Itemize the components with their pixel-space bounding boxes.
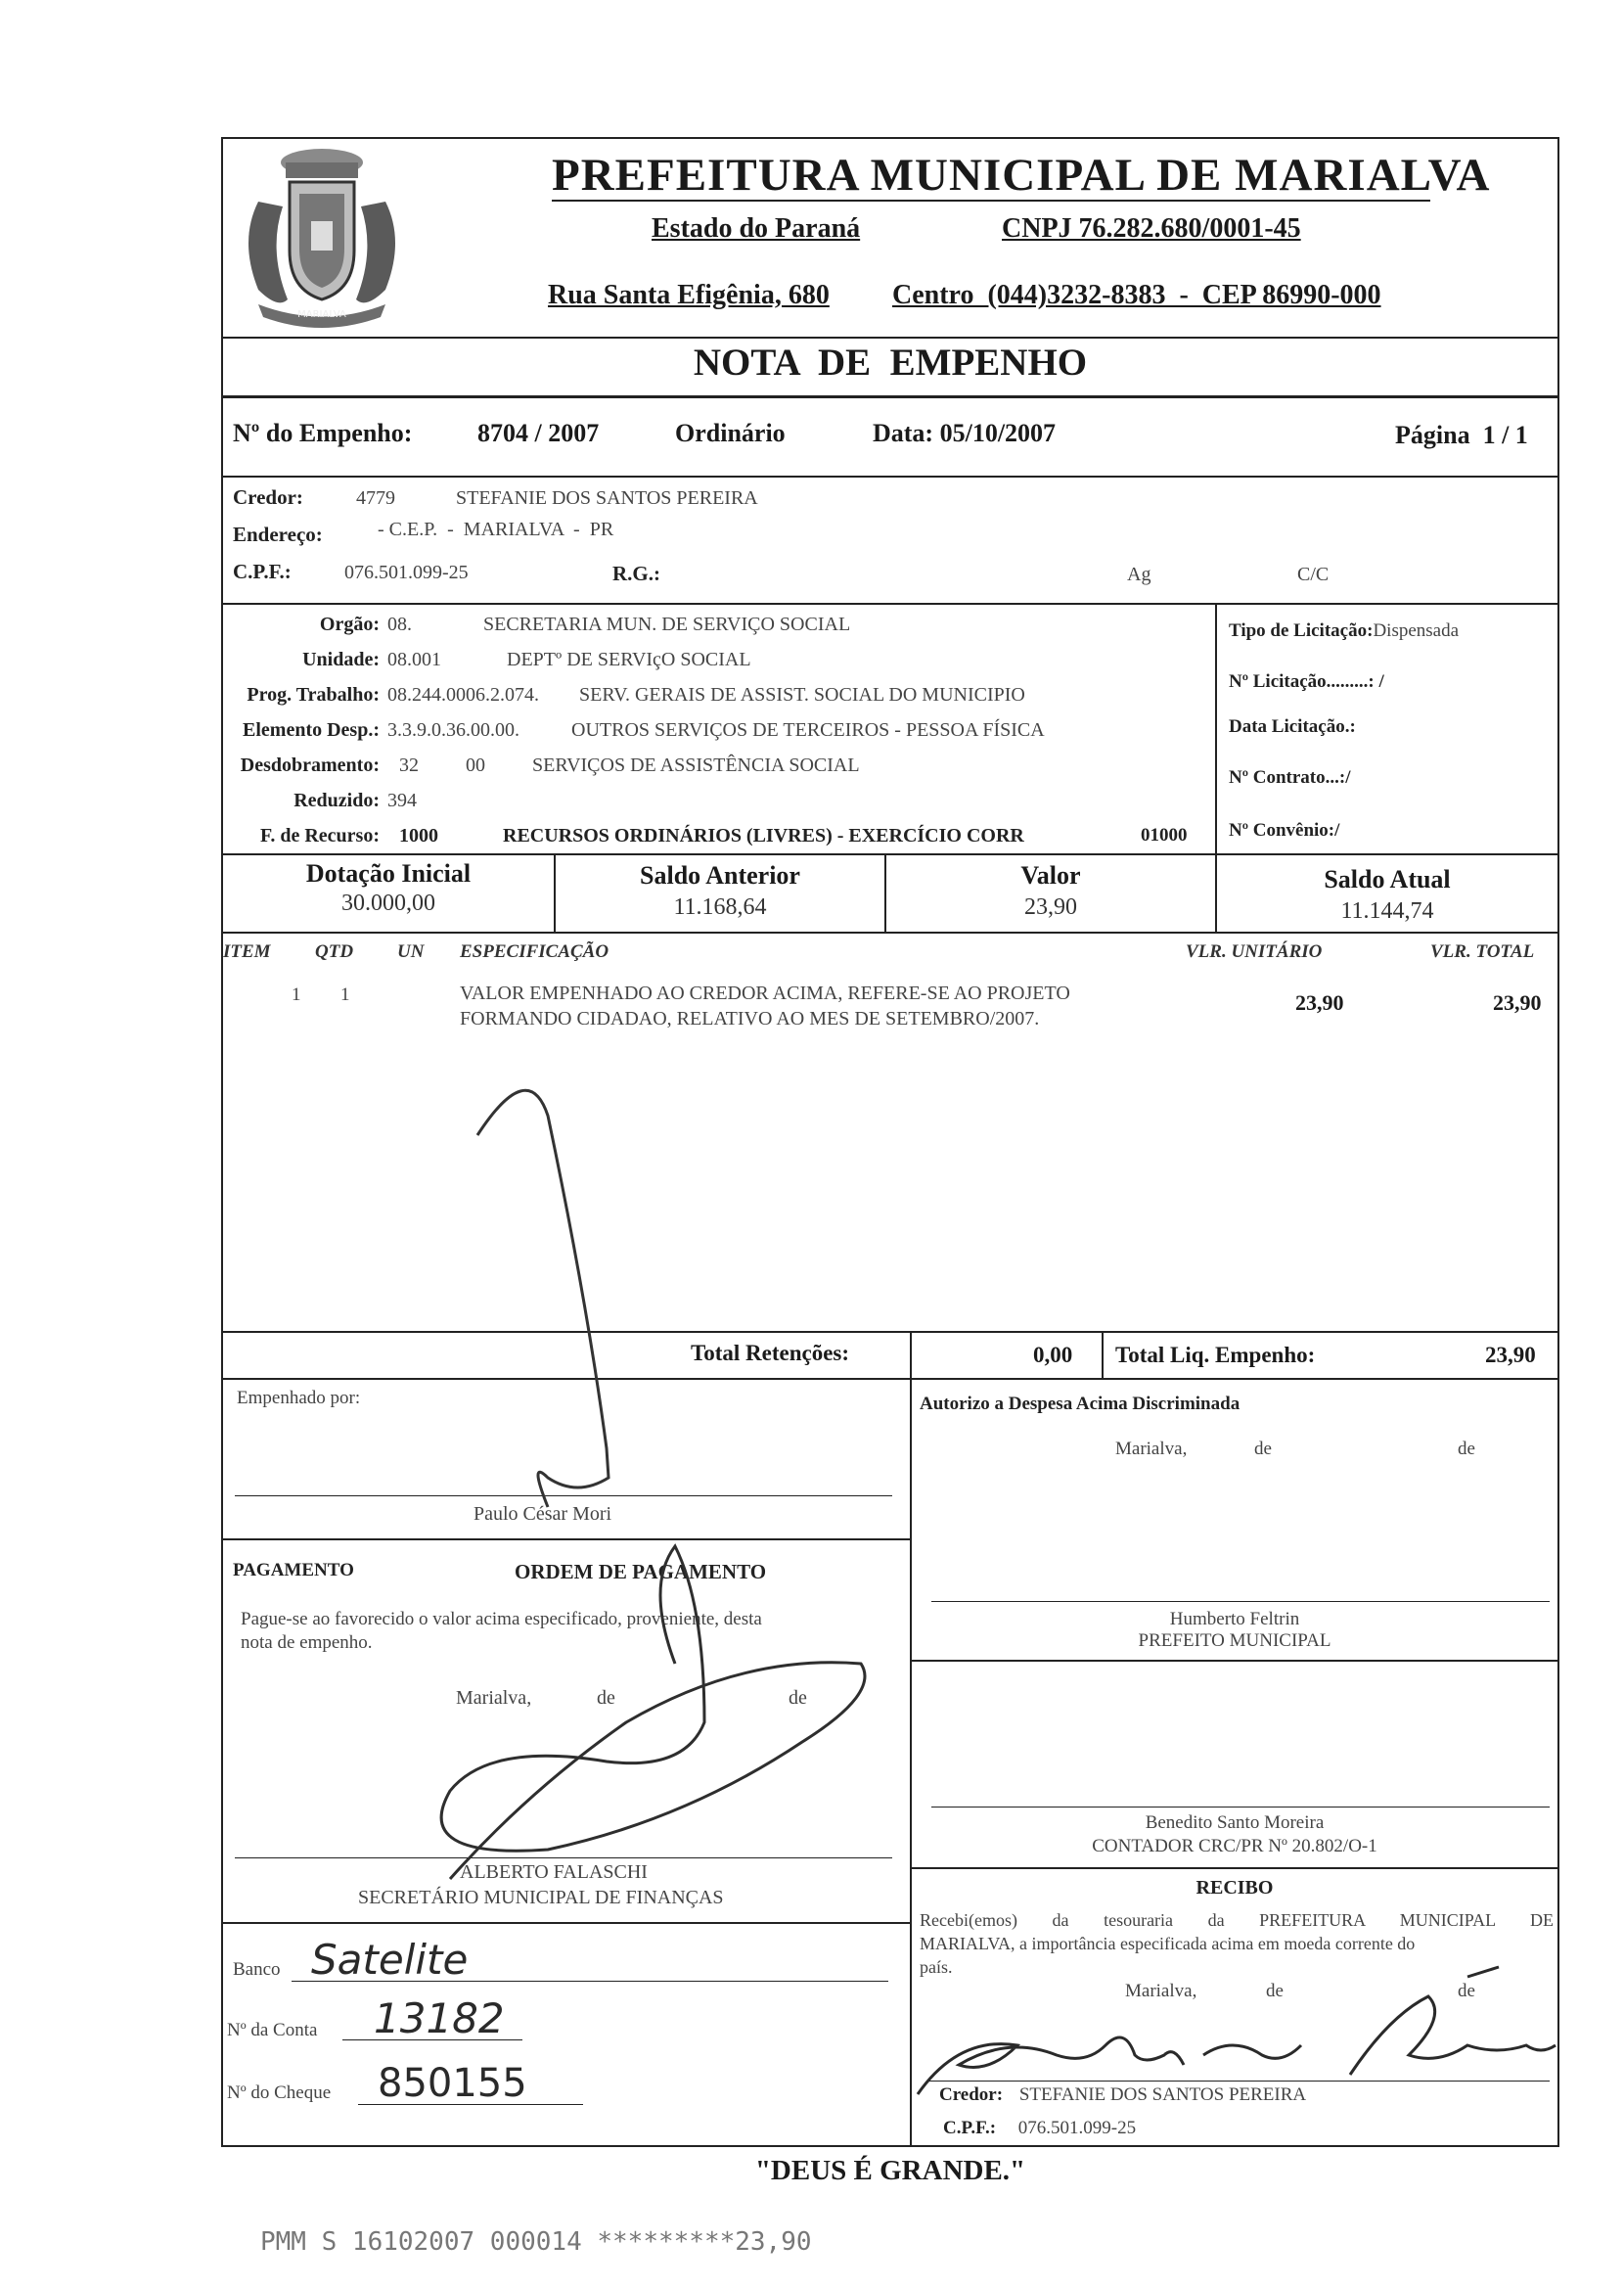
elemento-name: OUTROS SERVIÇOS DE TERCEIROS - PESSOA FÍSICA — [571, 719, 1045, 741]
svg-text:MARIALVA: MARIALVA — [297, 309, 346, 320]
recibo-cpf-label: C.P.F.: — [943, 2118, 997, 2138]
cheque-label: Nº do Cheque — [227, 2082, 332, 2103]
secretario-name: ALBERTO FALASCHI — [460, 1861, 648, 1883]
saldo-atual-value: 11.144,74 — [1340, 898, 1434, 924]
col-vlr-total: VLR. TOTAL — [1430, 941, 1535, 962]
desdobramento-name: SERVIÇOS DE ASSISTÊNCIA SOCIAL — [532, 755, 860, 776]
address-label: Endereço: — [233, 523, 323, 546]
empenhado-label: Empenhado por: — [237, 1388, 361, 1408]
orgao-label: Orgão: — [319, 614, 380, 635]
document-title: NOTA DE EMPENHO — [693, 342, 1088, 384]
cc-label: C/C — [1297, 564, 1330, 585]
recibo-text-line1: Recebi(emos) da tesouraria da PREFEITURA MUNICIPAL DE — [920, 1910, 1554, 1930]
credor-address: - C.E.P. - MARIALVA - PR — [378, 519, 614, 540]
recurso-label: F. de Recurso: — [259, 825, 380, 847]
banco-value: Satelite — [311, 1936, 469, 1984]
recibo-cpf-value: 076.501.099-25 — [1017, 2118, 1137, 2138]
item-number: 1 — [292, 984, 301, 1005]
recurso-suffix: 01000 — [1141, 825, 1188, 846]
recibo-text-line2: MARIALVA, a importância especificada acima em moeda corrente do — [920, 1934, 1416, 1953]
empenho-type: Ordinário — [675, 419, 786, 447]
ordem-pagamento-label: ORDEM DE PAGAMENTO — [515, 1560, 767, 1583]
contador-name: Benedito Santo Moreira — [1145, 1812, 1325, 1833]
saldo-anterior-label: Saldo Anterior — [640, 861, 800, 890]
saldo-atual-label: Saldo Atual — [1324, 865, 1451, 893]
col-item: ITEM — [223, 941, 271, 962]
col-especificacao: ESPECIFICAÇÃO — [460, 941, 609, 962]
banco-label: Banco — [233, 1959, 281, 1980]
desdobramento-code: 32 — [399, 755, 419, 776]
autorizo-city: Marialva, — [1115, 1439, 1188, 1459]
rg-label: R.G.: — [612, 562, 660, 585]
recurso-code: 1000 — [399, 825, 438, 847]
recibo-label: RECIBO — [1195, 1877, 1274, 1899]
item-unit-value: 23,90 — [1295, 990, 1344, 1015]
pagamento-city: Marialva, — [456, 1687, 532, 1709]
col-qtd: QTD — [315, 941, 354, 962]
cpf-label: C.P.F.: — [233, 560, 292, 583]
prog-code: 08.244.0006.2.074. — [387, 684, 539, 706]
item-total-value: 23,90 — [1493, 990, 1542, 1015]
valor-value: 23,90 — [1024, 894, 1077, 920]
recibo-signature — [918, 1967, 1556, 2094]
orgao-name: SECRETARIA MUN. DE SERVIÇO SOCIAL — [483, 614, 851, 635]
recibo-de1: de — [1266, 1981, 1284, 2001]
secretario-title: SECRETÁRIO MUNICIPAL DE FINANÇAS — [358, 1887, 724, 1908]
ag-label: Ag — [1127, 564, 1151, 585]
cashier-stamp: PMM S 16102007 000014 *********23,90 — [260, 2227, 812, 2257]
total-retencoes-label: Total Retenções: — [691, 1341, 850, 1365]
total-liquido-value: 23,90 — [1485, 1343, 1536, 1367]
page-number: Página 1 / 1 — [1395, 421, 1528, 449]
recurso-name: RECURSOS ORDINÁRIOS (LIVRES) - EXERCÍCIO CORR — [503, 825, 1024, 847]
pagamento-text-line2: nota de empenho. — [241, 1632, 373, 1653]
empenho-number: 8704 / 2007 — [477, 419, 600, 447]
pagamento-text-line1: Pague-se ao favorecido o valor acima especificado, proveniente, desta — [241, 1609, 762, 1629]
conta-label: Nº da Conta — [227, 2020, 318, 2040]
col-un: UN — [397, 941, 425, 962]
autorizo-label: Autorizo a Despesa Acima Discriminada — [920, 1394, 1241, 1414]
licitacao-date: Data Licitação.: — [1229, 716, 1356, 737]
total-retencoes-value: 0,00 — [1033, 1343, 1073, 1367]
desdobramento-label: Desdobramento: — [240, 755, 380, 776]
autorizo-de2: de — [1458, 1439, 1475, 1459]
credor-name: STEFANIE DOS SANTOS PEREIRA — [456, 487, 758, 509]
empenhado-signature — [477, 1090, 609, 1507]
credor-code: 4779 — [356, 487, 395, 509]
autorizo-de1: de — [1254, 1439, 1272, 1459]
recibo-text-line3: país. — [920, 1957, 953, 1977]
unidade-name: DEPTº DE SERVIçO SOCIAL — [507, 649, 751, 670]
conta-value: 13182 — [374, 1994, 505, 2042]
empenho-number-label: Nº do Empenho: — [233, 419, 413, 447]
pagamento-label: PAGAMENTO — [233, 1560, 354, 1580]
secretario-signature — [441, 1546, 865, 1879]
footer-motto: "DEUS É GRANDE." — [754, 2155, 1026, 2186]
recibo-city: Marialva, — [1125, 1981, 1197, 2001]
dotacao-inicial-value: 30.000,00 — [341, 891, 435, 916]
convenio-number: Nº Convênio:/ — [1229, 820, 1340, 841]
unidade-label: Unidade: — [302, 649, 380, 670]
address-contact: Centro (044)3232-8383 - CEP 86990-000 — [892, 280, 1381, 310]
total-liquido-label: Total Liq. Empenho: — [1115, 1343, 1316, 1367]
recibo-de2: de — [1458, 1981, 1475, 2001]
recibo-credor-name: STEFANIE DOS SANTOS PEREIRA — [1018, 2084, 1307, 2105]
empenho-date: Data: 05/10/2007 — [873, 419, 1057, 447]
dotacao-inicial-label: Dotação Inicial — [305, 859, 472, 888]
state-name: Estado do Paraná — [652, 213, 861, 244]
item-qtd: 1 — [340, 984, 350, 1005]
desdobramento-sub: 00 — [466, 755, 485, 776]
elemento-label: Elemento Desp.: — [243, 719, 380, 741]
address-street: Rua Santa Efigênia, 680 — [548, 280, 830, 310]
orgao-code: 08. — [387, 614, 412, 635]
prefeito-title: PREFEITO MUNICIPAL — [1138, 1630, 1331, 1651]
cheque-value: 850155 — [378, 2061, 527, 2106]
empenhado-name: Paulo César Mori — [474, 1503, 612, 1525]
tipo-licitacao-label: Tipo de Licitação: — [1229, 620, 1374, 641]
elemento-code: 3.3.9.0.36.00.00. — [387, 719, 519, 741]
recibo-credor-label: Credor: — [939, 2084, 1004, 2105]
tipo-licitacao-value: Dispensada — [1373, 620, 1460, 641]
reduzido-label: Reduzido: — [293, 790, 380, 811]
prog-name: SERV. GERAIS DE ASSIST. SOCIAL DO MUNICIPIO — [579, 684, 1025, 706]
municipality-title: PREFEITURA MUNICIPAL DE MARIALVA — [552, 150, 1491, 201]
licitacao-number: Nº Licitação.........: / — [1229, 671, 1384, 692]
item-spec-line1: VALOR EMPENHADO AO CREDOR ACIMA, REFERE-SE AO PROJETO — [460, 983, 1070, 1004]
reduzido-code: 394 — [387, 790, 417, 811]
credor-cpf: 076.501.099-25 — [344, 562, 469, 583]
prog-label: Prog. Trabalho: — [247, 684, 380, 706]
cnpj: CNPJ 76.282.680/0001-45 — [1002, 213, 1301, 244]
prefeito-name: Humberto Feltrin — [1169, 1609, 1300, 1629]
contrato-number: Nº Contrato...:/ — [1229, 767, 1351, 788]
valor-label: Valor — [1020, 861, 1081, 890]
unidade-code: 08.001 — [387, 649, 441, 670]
pagamento-de1: de — [597, 1687, 615, 1709]
contador-title: CONTADOR CRC/PR Nº 20.802/O-1 — [1092, 1836, 1377, 1856]
col-vlr-unitario: VLR. UNITÁRIO — [1186, 941, 1323, 962]
saldo-anterior-value: 11.168,64 — [673, 894, 767, 920]
item-spec-line2: FORMANDO CIDADAO, RELATIVO AO MES DE SETEMBRO/2007. — [460, 1008, 1040, 1030]
pagamento-de2: de — [789, 1687, 807, 1709]
credor-label: Credor: — [233, 485, 303, 509]
